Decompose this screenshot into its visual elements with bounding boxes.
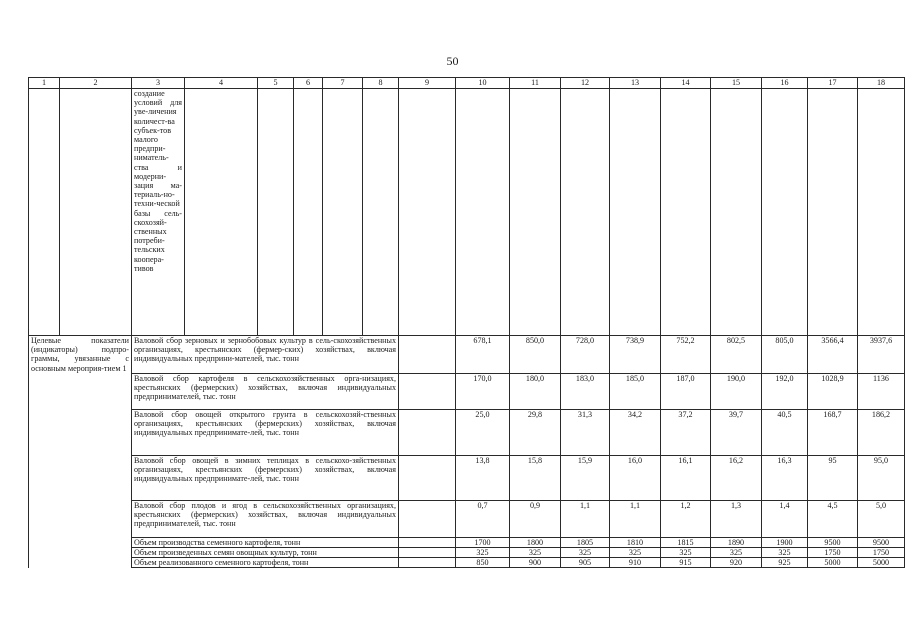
header-cell: 2 xyxy=(60,78,132,89)
value-cell: 3566,4 xyxy=(808,336,858,374)
value-cell: 1,1 xyxy=(561,501,610,538)
table-row xyxy=(29,456,905,501)
value-cell: 1800 xyxy=(510,538,561,548)
header-cell: 9 xyxy=(399,78,456,89)
value-cell: 1815 xyxy=(661,538,711,548)
value-cell: 1890 xyxy=(711,538,762,548)
indicator-name: Валовой сбор зерновых и зернобобовых культур в сель-скохозяйственных организациях, крестьянских (фермер-ских) хозяйствах, включая индивидуальных предприни-мателей, тыс. тонн xyxy=(132,336,399,374)
value-cell: 34,2 xyxy=(610,410,661,456)
page-number: 50 xyxy=(446,54,459,68)
table-row xyxy=(29,89,905,336)
value-cell: 1900 xyxy=(762,538,808,548)
header-cell: 7 xyxy=(323,78,363,89)
table-row xyxy=(29,410,905,456)
table-row xyxy=(29,548,905,558)
value-cell: 31,3 xyxy=(561,410,610,456)
table-row xyxy=(29,558,905,568)
value-cell: 325 xyxy=(510,548,561,558)
value-cell: 40,5 xyxy=(762,410,808,456)
indicator-name: Объем произведенных семян овощных культур, тонн xyxy=(132,548,399,558)
value-cell: 15,8 xyxy=(510,456,561,501)
value-cell: 25,0 xyxy=(456,410,510,456)
value-cell: 16,1 xyxy=(661,456,711,501)
value-cell: 29,8 xyxy=(510,410,561,456)
value-cell: 1,3 xyxy=(711,501,762,538)
measure-description: создание условий для уве-личения количест-ва субъек-тов малого предпри-ниматель-ства и модерни-зация ма-териаль-но-техни-ческой базы сель-скохозяй-ственных потреби-тельских коопера-тивов xyxy=(132,89,185,336)
value-cell: 900 xyxy=(510,558,561,568)
header-cell: 12 xyxy=(561,78,610,89)
value-cell: 1750 xyxy=(858,548,905,558)
header-cell: 16 xyxy=(762,78,808,89)
value-cell: 4,5 xyxy=(808,501,858,538)
value-cell: 16,3 xyxy=(762,456,808,501)
header-row xyxy=(29,78,905,89)
value-cell: 910 xyxy=(610,558,661,568)
header-cell: 8 xyxy=(363,78,399,89)
value-cell: 1805 xyxy=(561,538,610,548)
value-cell: 850 xyxy=(456,558,510,568)
value-cell: 738,9 xyxy=(610,336,661,374)
table-row xyxy=(29,374,905,410)
table-row xyxy=(29,336,905,374)
header-cell: 4 xyxy=(185,78,258,89)
header-cell: 5 xyxy=(258,78,294,89)
value-cell: 325 xyxy=(711,548,762,558)
indicator-name: Валовой сбор овощей в зимних теплицах в сельскохо-зяйственных организациях, крестьянских (фермерских) хозяйствах, включая индивидуальных предпринимате-лей, тыс. тонн xyxy=(132,456,399,501)
value-cell: 15,9 xyxy=(561,456,610,501)
value-cell: 0,9 xyxy=(510,501,561,538)
header-cell: 3 xyxy=(132,78,185,89)
value-cell: 915 xyxy=(661,558,711,568)
value-cell: 5,0 xyxy=(858,501,905,538)
value-cell: 802,5 xyxy=(711,336,762,374)
value-cell: 925 xyxy=(762,558,808,568)
header-cell: 17 xyxy=(808,78,858,89)
header-cell: 10 xyxy=(456,78,510,89)
value-cell: 3937,6 xyxy=(858,336,905,374)
value-cell: 805,0 xyxy=(762,336,808,374)
value-cell: 9500 xyxy=(808,538,858,548)
value-cell: 192,0 xyxy=(762,374,808,410)
value-cell: 752,2 xyxy=(661,336,711,374)
header-cell: 15 xyxy=(711,78,762,89)
value-cell: 5000 xyxy=(808,558,858,568)
indicators-table xyxy=(28,77,905,568)
indicator-name: Валовой сбор плодов и ягод в сельскохозяйственных организациях, крестьянских (фермерских) хозяйствах, включая индивидуальных предпринимателей, тыс. тонн xyxy=(132,501,399,538)
value-cell: 190,0 xyxy=(711,374,762,410)
value-cell: 728,0 xyxy=(561,336,610,374)
value-cell: 1136 xyxy=(858,374,905,410)
table-row xyxy=(29,538,905,548)
value-cell: 13,8 xyxy=(456,456,510,501)
value-cell: 1750 xyxy=(808,548,858,558)
indicator-name: Валовой сбор овощей открытого грунта в сельскохозяй-ственных организациях, крестьянских (фермерских) хозяйствах, включая индивидуальных предпринимате-лей, тыс. тонн xyxy=(132,410,399,456)
value-cell: 920 xyxy=(711,558,762,568)
value-cell: 325 xyxy=(456,548,510,558)
value-cell: 678,1 xyxy=(456,336,510,374)
value-cell: 1,2 xyxy=(661,501,711,538)
value-cell: 39,7 xyxy=(711,410,762,456)
value-cell: 0,7 xyxy=(456,501,510,538)
value-cell: 95,0 xyxy=(858,456,905,501)
value-cell: 95 xyxy=(808,456,858,501)
indicator-name: Объем производства семенного картофеля, тонн xyxy=(132,538,399,548)
value-cell: 905 xyxy=(561,558,610,568)
value-cell: 170,0 xyxy=(456,374,510,410)
value-cell: 1700 xyxy=(456,538,510,548)
value-cell: 16,0 xyxy=(610,456,661,501)
value-cell: 1810 xyxy=(610,538,661,548)
value-cell: 186,2 xyxy=(858,410,905,456)
indicator-name: Объем реализованного семенного картофеля, тонн xyxy=(132,558,399,568)
value-cell: 5000 xyxy=(858,558,905,568)
value-cell: 9500 xyxy=(858,538,905,548)
value-cell: 850,0 xyxy=(510,336,561,374)
value-cell: 325 xyxy=(610,548,661,558)
header-cell: 11 xyxy=(510,78,561,89)
value-cell: 1,1 xyxy=(610,501,661,538)
value-cell: 183,0 xyxy=(561,374,610,410)
header-cell: 6 xyxy=(294,78,323,89)
header-cell: 1 xyxy=(29,78,60,89)
value-cell: 180,0 xyxy=(510,374,561,410)
value-cell: 325 xyxy=(762,548,808,558)
header-cell: 13 xyxy=(610,78,661,89)
value-cell: 1028,9 xyxy=(808,374,858,410)
header-cell: 14 xyxy=(661,78,711,89)
indicator-name: Валовой сбор картофеля в сельскохозяйственных орга-низациях, крестьянских (фермерских) хозяйствах, включая индивидуальных предпринимателей, тыс. тонн xyxy=(132,374,399,410)
value-cell: 1,4 xyxy=(762,501,808,538)
value-cell: 325 xyxy=(561,548,610,558)
value-cell: 16,2 xyxy=(711,456,762,501)
table-row xyxy=(29,501,905,538)
value-cell: 325 xyxy=(661,548,711,558)
value-cell: 185,0 xyxy=(610,374,661,410)
value-cell: 168,7 xyxy=(808,410,858,456)
group-label: Целевые показатели (индикаторы) подпро-граммы, увязанные с основным мероприя-тием 1 xyxy=(29,336,132,568)
value-cell: 187,0 xyxy=(661,374,711,410)
header-cell: 18 xyxy=(858,78,905,89)
value-cell: 37,2 xyxy=(661,410,711,456)
